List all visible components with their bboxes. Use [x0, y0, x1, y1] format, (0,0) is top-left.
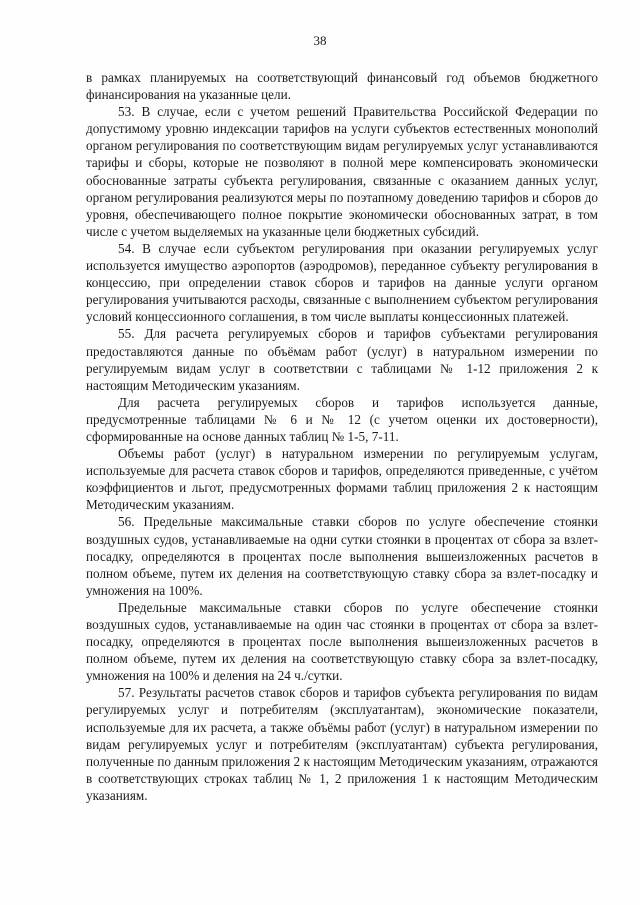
paragraph-54: 54. В случае если субъектом регулирования при оказании регулируемых услуг используется имущество аэропортов (аэродромов), переданное субъекту регулирования в концессию, при определении ставок сборов и тарифов на данные услуги органом регулирования учитываются расходы, связанные с выполнением субъектом регулирования условий концессионного соглашения, в том числе выплаты концессионных платежей. — [86, 240, 598, 325]
paragraph-continuation: в рамках планируемых на соответствующий финансовый год объемов бюджетного финансирования на указанные цели. — [86, 70, 598, 103]
paragraph-55: 55. Для расчета регулируемых сборов и тарифов субъектами регулирования предоставляются данные по объёмам работ (услуг) в натуральном измерении по регулируемым видам услуг в соответствии с таблицами № 1-12 приложения 2 к настоящим Методическим указаниям. — [86, 326, 598, 393]
paragraph-56: 56. Предельные максимальные ставки сборов по услуге обеспечение стоянки воздушных судов, устанавливаемые на одни сутки стоянки в процентах от сбора за взлет-посадку, определяются в процентах после выполнения вышеизложенных расчетов в полном объеме, путем их деления на соответствующую ставку сбора за взлет-посадку и умножения на 100%. — [86, 514, 598, 598]
paragraph-55-volumes: Объемы работ (услуг) в натуральном измерении по регулируемым услугам, используемые для расчета ставок сборов и тарифов, определяются приведенные, с учётом коэффициентов и льгот, предусмотренных формами таблиц приложения 2 к настоящим Методическим указаниям. — [86, 446, 598, 513]
document-body — [86, 69, 598, 804]
page-number: 38 — [313, 33, 327, 48]
paragraph-57: 57. Результаты расчетов ставок сборов и тарифов субъекта регулирования по видам регулируемых услуг и потребителям (эксплуатантам), экономические показатели, используемые для их расчета, а также объёмы работ (услуг) в натуральном измерении по видам регулируемых услуг и потребителям (эксплуатантам) субъекта регулирования, полученные по данным приложения 2 к настоящим Методическим указаниям, отражаются в соответствующих строках таблиц № 1, 2 приложения 1 к настоящим Методическим указаниям. — [86, 685, 598, 803]
paragraph-56-hourly: Предельные максимальные ставки сборов по услуге обеспечение стоянки воздушных судов, устанавливаемые на один час стоянки в процентах от сбора за взлет-посадку, определяются в процентах после выполнения вышеизложенных расчетов в полном объеме, путем их деления на соответствующую ставку сбора за взлет-посадку, умножения на 100% и деления на 24 ч./сутки. — [86, 599, 598, 684]
paragraph-55-tables: Для расчета регулируемых сборов и тарифов используется данные, предусмотренные таблицами № 6 и № 12 (с учетом оценки их достоверности), сформированные на основе данных таблиц № 1-5, 7-11. — [86, 394, 598, 444]
paragraph-53: 53. В случае, если с учетом решений Правительства Российской Федерации по допустимому уровню индексации тарифов на услуги субъектов естественных монополий органом регулирования по соответствующим видам регулируемых услуг устанавливаются тарифы и сборы, которые не позволяют в полной мере компенсировать экономически обоснованные затраты субъекта регулирования, связанные с оказанием данных услуг, органом регулирования реализуются меры по поэтапному доведению тарифов и сборов до уровня, обеспечивающего полное покрытие экономически обоснованных затрат, в том числе с учетом выделяемых на указанные цели бюджетных субсидий. — [86, 104, 598, 239]
